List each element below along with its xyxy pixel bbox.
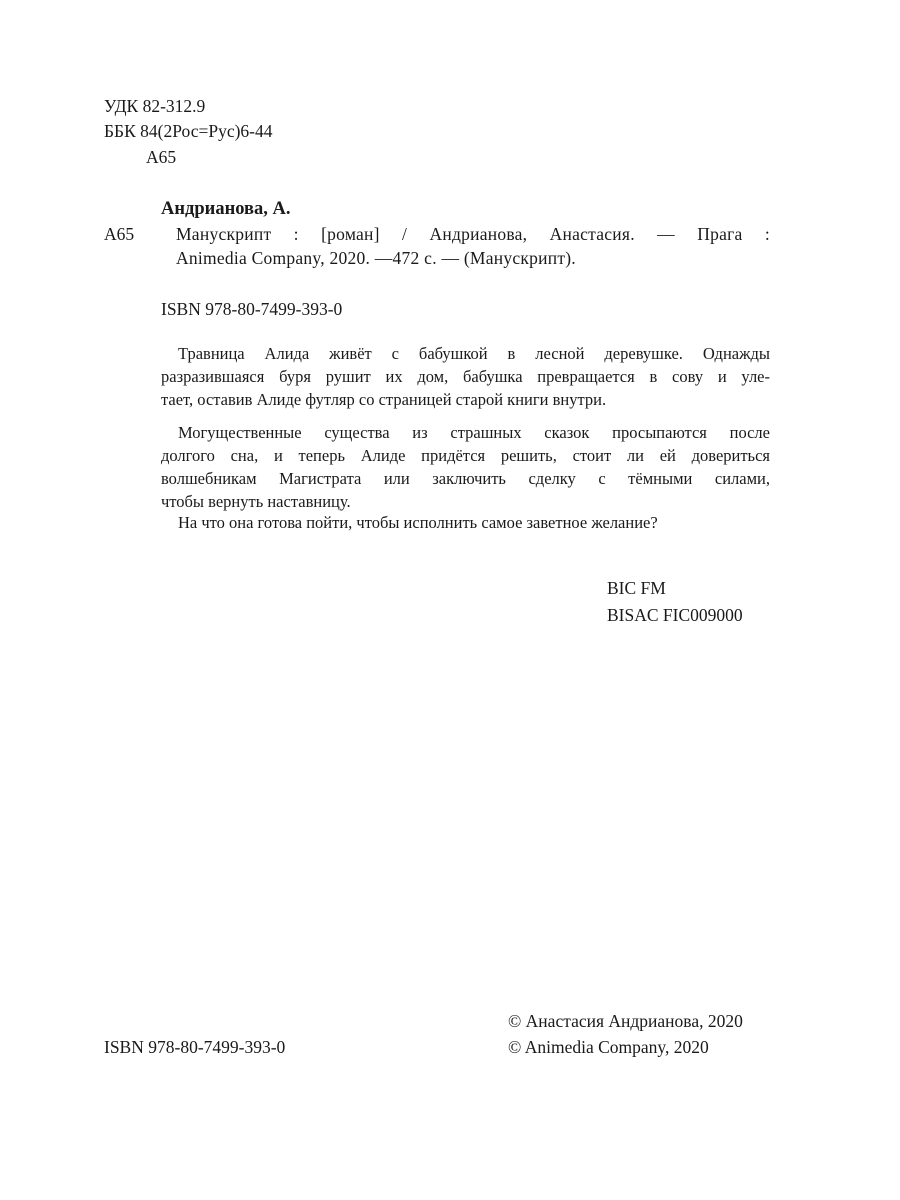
annotation-line: тает, оставив Алиде футляр со страницей старой книги внутри. bbox=[161, 390, 607, 409]
annotation-line: разразившаяся буря рушит их дом, бабушка превращается в сову и уле- bbox=[161, 367, 770, 386]
annotation-line: Могущественные существа из страшных сказок просыпаются после bbox=[178, 423, 770, 442]
isbn-footer: ISBN 978-80-7499-393-0 bbox=[104, 1037, 286, 1057]
bisac-code: BISAC FIC009000 bbox=[607, 605, 743, 625]
bibliographic-description bbox=[176, 222, 770, 270]
annotation-line: Травница Алида живёт с бабушкой в лесной деревушке. Однажды bbox=[178, 344, 770, 363]
annotation-line: долгого сна, и теперь Алиде придётся решить, стоит ли ей довериться bbox=[161, 446, 770, 465]
annotation-line: На что она готова пойти, чтобы исполнить самое заветное желание? bbox=[178, 513, 658, 532]
copyright-publisher: © Animedia Company, 2020 bbox=[508, 1037, 709, 1057]
copyright-author: © Анастасия Андрианова, 2020 bbox=[508, 1011, 743, 1031]
annotation-line: чтобы вернуть наставницу. bbox=[161, 492, 351, 511]
author-heading: Андрианова, А. bbox=[161, 199, 291, 219]
annotation-paragraph bbox=[161, 342, 770, 411]
bibliographic-line: Animedia Company, 2020. —472 с. — (Манускрипт). bbox=[176, 248, 576, 268]
annotation-paragraph bbox=[161, 511, 770, 534]
annotation-line: волшебникам Магистрата или заключить сделку с тёмными силами, bbox=[161, 469, 770, 488]
author-sign: А65 bbox=[146, 147, 177, 167]
bibliographic-line: Манускрипт : [роман] / Андрианова, Анастасия. — Прага : bbox=[176, 224, 770, 244]
udk-code: УДК 82-312.9 bbox=[104, 96, 206, 116]
isbn: ISBN 978-80-7499-393-0 bbox=[161, 299, 343, 319]
annotation-paragraph bbox=[161, 421, 770, 513]
bbk-code: ББК 84(2Рос=Рус)6-44 bbox=[104, 121, 273, 141]
bic-code: BIC FM bbox=[607, 578, 666, 598]
entry-author-sign: А65 bbox=[104, 224, 135, 244]
